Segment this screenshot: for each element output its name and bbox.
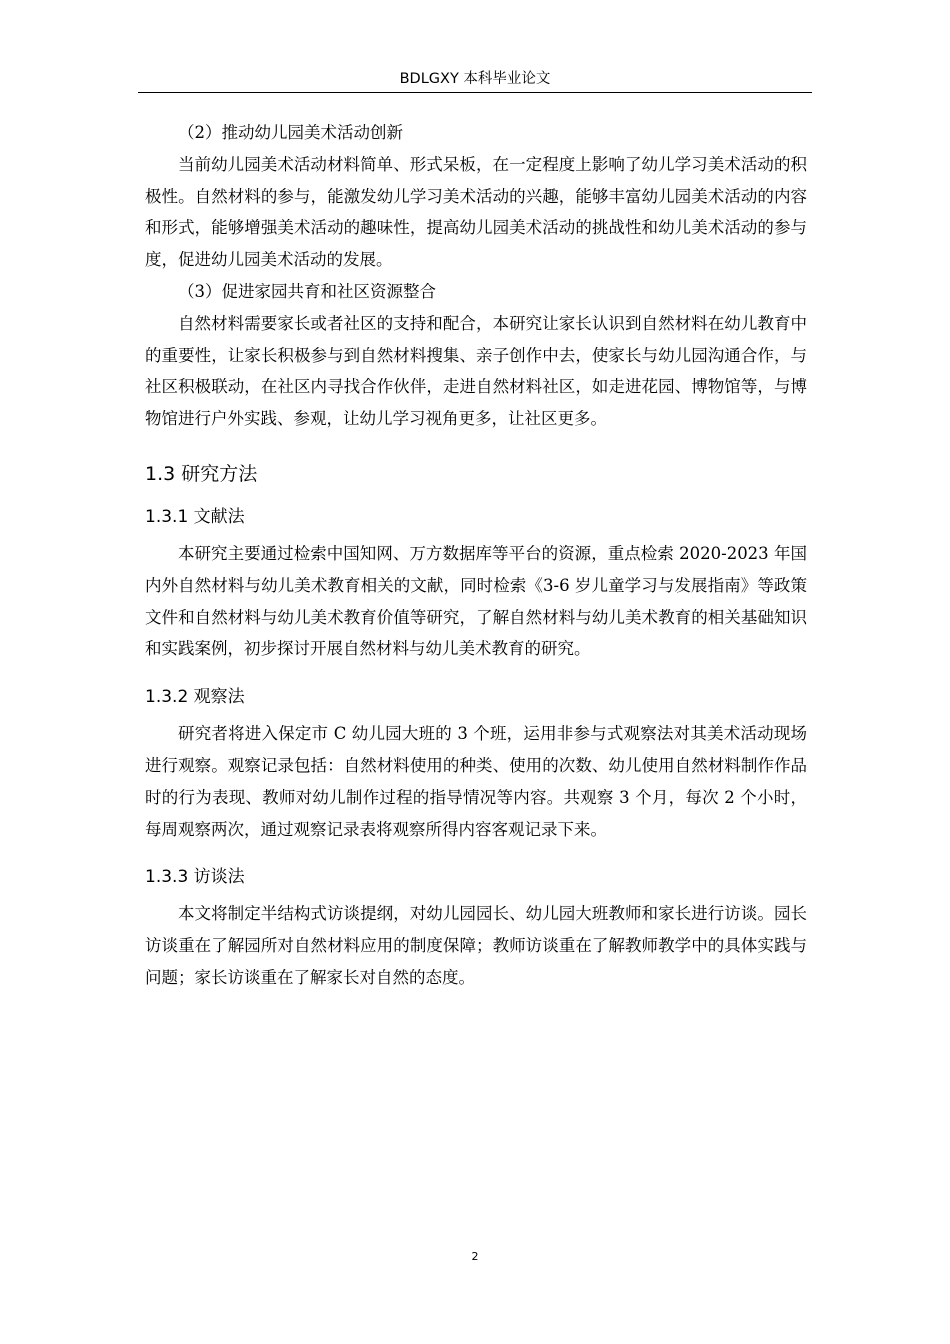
- section-heading-1-3-2: 1.3.2 观察法: [145, 687, 245, 708]
- paragraph-sub3: 自然材料需要家长或者社区的支持和配合，本研究让家长认识到自然材料在幼儿教育中的重要性，让家长积极参与到自然材料搜集、亲子创作中去，使家长与幼儿园沟通合作，与社区积极联动，在社区内寻找合作伙伴，走进自然材料社区，如走进花园、博物馆等，与博物馆进行户外实践、参观，让幼儿学习视角更多，让社区更多。: [145, 313, 807, 429]
- running-header: BDLGXY 本科毕业论文: [399, 71, 551, 87]
- page-number: 2: [471, 1250, 479, 1263]
- subheading-3: （3）促进家园共育和社区资源整合: [178, 281, 436, 301]
- section-heading-1-3-3: 1.3.3 访谈法: [145, 867, 245, 888]
- paragraph-1-3-1: 本研究主要通过检索中国知网、万方数据库等平台的资源，重点检索 2020-2023 年国内外自然材料与幼儿美术教育相关的文献，同时检索《3-6 岁儿童学习与发展指南》等政策文件和自然材料与幼儿美术教育价值等研究，了解自然材料与幼儿美术教育的相关基础知识和实践案例，初步探讨开展自然材料与幼儿美术教育的研究。: [145, 543, 807, 659]
- paragraph-sub2: 当前幼儿园美术活动材料简单、形式呆板，在一定程度上影响了幼儿学习美术活动的积极性。自然材料的参与，能激发幼儿学习美术活动的兴趣，能够丰富幼儿园美术活动的内容和形式，能够增强美术活动的趣味性，提高幼儿园美术活动的挑战性和幼儿美术活动的参与度，促进幼儿园美术活动的发展。: [145, 154, 807, 270]
- paragraph-1-3-3: 本文将制定半结构式访谈提纲，对幼儿园园长、幼儿园大班教师和家长进行访谈。园长访谈重在了解园所对自然材料应用的制度保障；教师访谈重在了解教师教学中的具体实践与问题；家长访谈重在了解家长对自然的态度。: [145, 904, 807, 987]
- subheading-2: （2）推动幼儿园美术活动创新: [178, 123, 403, 142]
- section-heading-1-3: 1.3 研究方法: [145, 462, 258, 485]
- paragraph-1-3-2: 研究者将进入保定市 C 幼儿园大班的 3 个班，运用非参与式观察法对其美术活动现场进行观察。观察记录包括：自然材料使用的种类、使用的次数、幼儿使用自然材料制作作品时的行为表现、教师对幼儿制作过程的指导情况等内容。共观察 3 个月，每次 2 个小时，每周观察两次，通过观察记录表将观察所得内容客观记录下来。: [145, 724, 807, 839]
- header-rule: [138, 92, 812, 93]
- page-body: [145, 117, 807, 994]
- section-heading-1-3-1: 1.3.1 文献法: [145, 506, 245, 527]
